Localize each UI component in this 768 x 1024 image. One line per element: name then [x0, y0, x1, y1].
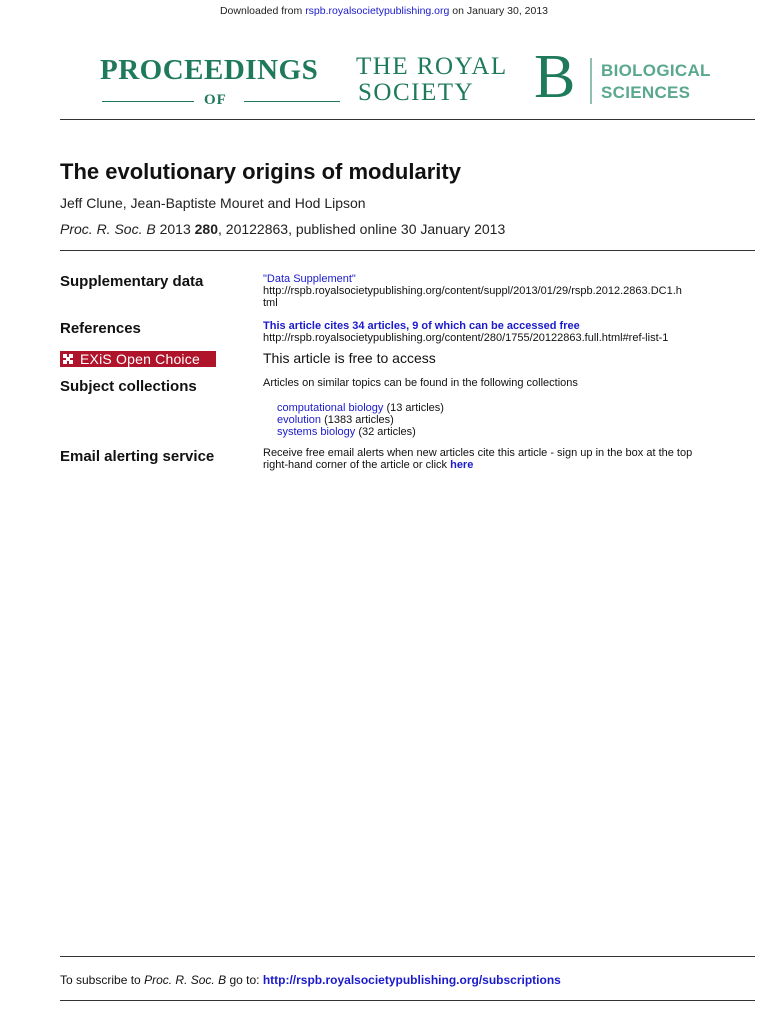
subscribe-journal: Proc. R. Soc. B [144, 973, 227, 987]
subscribe-mid: go to: [229, 973, 260, 987]
collection-link-evolution[interactable]: evolution [277, 414, 322, 426]
collection-item [277, 402, 444, 414]
subscribe-link[interactable]: http://rspb.royalsocietypublishing.org/subscriptions [262, 973, 561, 987]
masthead-of-line [100, 94, 340, 108]
supplementary-link[interactable]: "Data Supplement" [263, 273, 356, 285]
references-url: http://rspb.royalsocietypublishing.org/content/280/1755/20122863.full.html#ref-list-1 [263, 332, 669, 344]
subscribe-line [60, 973, 561, 987]
masthead-series-line2: SCIENCES [601, 83, 691, 102]
masthead-royal-line1: THE ROYAL [356, 53, 508, 80]
open-choice-badge-text: EXiS Open Choice [80, 351, 200, 367]
masthead-series-name [601, 60, 711, 104]
collection-link-systems-biology[interactable]: systems biology [277, 426, 356, 438]
email-alert-block [263, 447, 692, 471]
collections-label: Subject collections [60, 378, 197, 395]
masthead-royal-line2: SOCIETY [358, 79, 475, 106]
divider-bottom-top [60, 956, 755, 957]
download-site-link[interactable]: rspb.royalsocietypublishing.org [305, 5, 450, 17]
masthead-rule-left [102, 101, 194, 102]
collection-item [277, 426, 416, 438]
citation-year: 2013 [159, 221, 191, 237]
open-choice-logo-icon [63, 354, 73, 364]
citation-volume: 280 [194, 221, 218, 237]
citation-details: , 20122863, published online 30 January 2013 [218, 221, 506, 237]
references-label: References [60, 320, 141, 337]
open-choice-badge [60, 351, 216, 367]
masthead-rule-right [244, 101, 340, 102]
citation-journal: Proc. R. Soc. B [60, 221, 156, 237]
collections-intro: Articles on similar topics can be found in the following collections [263, 377, 578, 389]
masthead-series-letter: B [534, 43, 576, 111]
article-authors: Jeff Clune, Jean-Baptiste Mouret and Hod Lipson [60, 195, 366, 211]
masthead-separator [590, 58, 592, 104]
email-alert-text-line2: right-hand corner of the article or click [263, 459, 448, 471]
email-alert-label: Email alerting service [60, 448, 215, 465]
download-date: on January 30, 2013 [452, 5, 549, 17]
references-block [263, 320, 668, 344]
divider-header [60, 250, 755, 251]
subscribe-prefix: To subscribe to [60, 973, 141, 987]
collection-count: (1383 articles) [324, 414, 394, 426]
masthead-of: OF [204, 92, 227, 108]
journal-masthead-logo [100, 43, 720, 112]
download-notice [0, 5, 768, 17]
divider-bottom [60, 1000, 755, 1001]
collection-count: (13 articles) [386, 402, 444, 414]
collection-count: (32 articles) [358, 426, 416, 438]
references-link[interactable]: This article cites 34 articles, 9 of which can be accessed free [263, 320, 580, 332]
open-choice-text: This article is free to access [263, 350, 436, 366]
supplementary-label: Supplementary data [60, 273, 204, 290]
download-prefix: Downloaded from [219, 5, 303, 17]
masthead-series-line1: BIOLOGICAL [601, 61, 711, 80]
supplementary-url-line1: http://rspb.royalsocietypublishing.org/content/suppl/2013/01/29/rspb.2012.2863.DC1.h [263, 285, 682, 297]
article-title: The evolutionary origins of modularity [60, 159, 461, 184]
article-citation [60, 221, 505, 237]
collection-link-computational-biology[interactable]: computational biology [277, 402, 384, 414]
supplementary-block [263, 273, 682, 309]
supplementary-url-line2: tml [263, 297, 278, 309]
divider-top [60, 119, 755, 120]
collection-item [277, 414, 394, 426]
masthead-proceedings: PROCEEDINGS [100, 54, 319, 86]
email-alert-text-line1: Receive free email alerts when new articles cite this article - sign up in the box at the top [263, 447, 693, 459]
email-alert-here-link[interactable]: here [450, 459, 474, 471]
masthead-royal-society [356, 54, 508, 106]
